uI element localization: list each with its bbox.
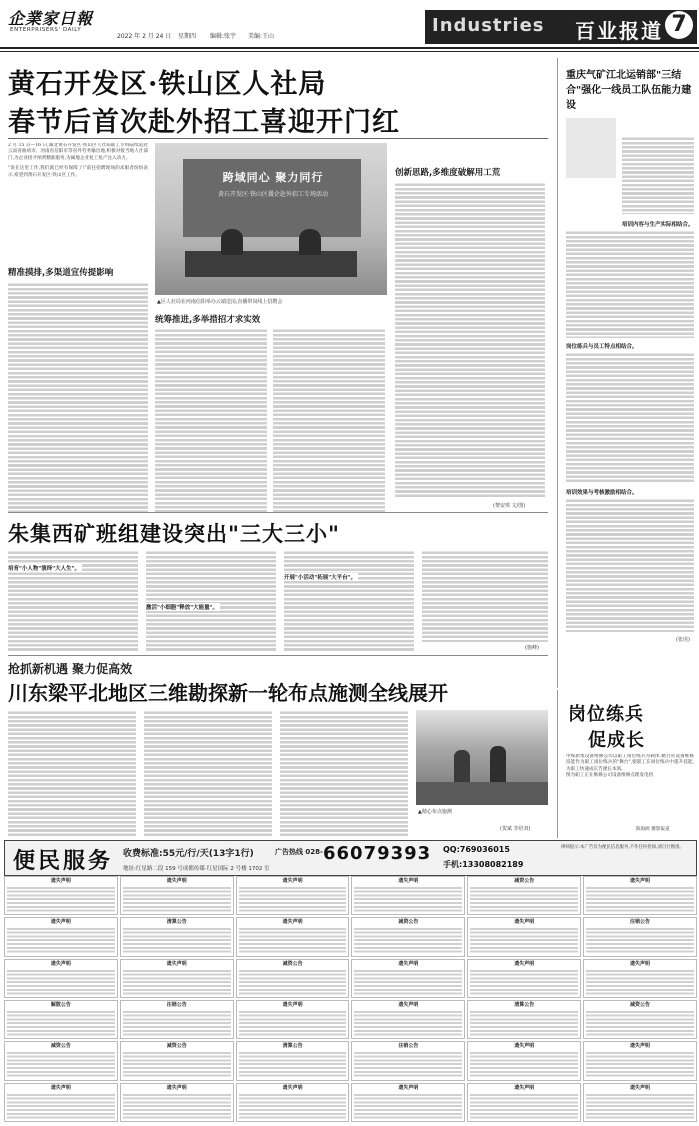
ad-heading: 遗失声明 bbox=[50, 960, 71, 967]
masthead-rule-thin bbox=[0, 51, 699, 52]
ad-heading: 遗失声明 bbox=[282, 1084, 303, 1091]
article3-photo bbox=[416, 710, 548, 805]
lead-body-col3 bbox=[273, 328, 385, 512]
classified-ad bbox=[583, 917, 697, 956]
sidebar-top bbox=[557, 58, 698, 688]
classifieds-column-2 bbox=[120, 876, 234, 1122]
classified-ad bbox=[236, 1083, 350, 1122]
ad-heading: 减资公告 bbox=[282, 960, 303, 967]
classifieds-notice: 律师提示:本广告仅为便民信息服务,不作任何担保,请自行甄别。 bbox=[561, 845, 684, 850]
article2-col3 bbox=[284, 550, 414, 652]
classified-ad bbox=[583, 1041, 697, 1080]
photo-desk bbox=[185, 251, 357, 277]
classified-ad bbox=[120, 1083, 234, 1122]
classified-ad bbox=[4, 1041, 118, 1080]
ad-heading: 遗失声明 bbox=[50, 878, 71, 884]
article3-photo-caption: ▲精心布点施测 bbox=[418, 809, 452, 815]
classified-ad bbox=[236, 1041, 350, 1080]
classifieds-hotline: 66079393 bbox=[323, 843, 432, 864]
ad-heading: 清算公告 bbox=[166, 919, 187, 926]
lead-intro-para: 2 月 15 日—16 日,湖北黄石开发区·铁山区人社局职工专班陆续赶赴云南省曲靖市、河南省信阳市等省外劳务输出地,积极对接当地人社部门,为企业招才纳贤精准服务,为属地企业复工复产注入动力。 bbox=[8, 143, 148, 161]
classified-ad bbox=[351, 917, 465, 956]
section-label-en: Industries bbox=[432, 15, 545, 36]
masthead bbox=[0, 0, 699, 56]
sidebar-subhead-2: 岗位练兵与员工特点相结合。 bbox=[566, 344, 638, 350]
article2-subhead-1: 培育"小人物"演绎"大人生"。 bbox=[8, 566, 80, 572]
classified-ad bbox=[236, 959, 350, 998]
ad-heading: 遗失声明 bbox=[514, 919, 535, 926]
article3-top-rule bbox=[8, 655, 548, 656]
ad-heading: 遗失声明 bbox=[282, 919, 303, 926]
classifieds-column-6 bbox=[583, 876, 697, 1122]
classifieds-title: 便民服务 bbox=[13, 849, 114, 874]
issue-weekday: 星期四 bbox=[178, 33, 197, 40]
lead-intro bbox=[8, 143, 148, 233]
classified-ad bbox=[120, 917, 234, 956]
classifieds-qq: QQ:769036015 bbox=[443, 845, 510, 854]
ad-heading: 遗失声明 bbox=[398, 878, 419, 884]
article2-subhead-3: 开展"小活动"拓展"大平台"。 bbox=[284, 575, 356, 581]
article3-title: 川东梁平北地区三维勘探新一轮布点施测全线展开 bbox=[8, 681, 448, 705]
lead-title-2: 春节后首次赴外招工喜迎开门红 bbox=[8, 107, 400, 138]
article3-byline: (贺斌 李培双) bbox=[500, 826, 531, 832]
article3-kicker: 抢抓新机遇 聚力促高效 bbox=[8, 662, 133, 676]
ad-heading: 遗失声明 bbox=[514, 1084, 535, 1091]
classifieds-column-5 bbox=[467, 876, 581, 1122]
lead-body-col4 bbox=[395, 182, 545, 498]
classifieds-address: 地址:红星路二段 159 号成都传媒·红星国际 2 号楼 1702 室 bbox=[123, 866, 270, 872]
classified-ad bbox=[583, 959, 697, 998]
classified-ad bbox=[467, 1083, 581, 1122]
ad-heading: 遗失声明 bbox=[630, 878, 651, 884]
photo-person-left bbox=[221, 229, 243, 255]
classifieds-header bbox=[4, 840, 697, 876]
photo-person-right bbox=[299, 229, 321, 255]
classifieds-phone: 手机:13308082189 bbox=[443, 860, 524, 869]
classifieds-grid bbox=[4, 876, 697, 1122]
article2-byline: (施峰) bbox=[525, 645, 539, 651]
page-number bbox=[665, 11, 693, 39]
sidebar-body-1 bbox=[622, 136, 694, 214]
masthead-rule bbox=[0, 47, 699, 49]
classified-ad bbox=[236, 876, 350, 915]
article2-top-rule bbox=[8, 512, 548, 513]
lead-body-col2 bbox=[155, 328, 267, 512]
classified-ad bbox=[236, 1000, 350, 1039]
ad-heading: 遗失声明 bbox=[282, 1001, 303, 1008]
ad-heading: 遗失声明 bbox=[398, 960, 419, 967]
promo-note-para: 图为职工正在维修公司设备维修点理发电机 bbox=[566, 773, 654, 779]
ad-heading: 减资公告 bbox=[398, 919, 419, 926]
ad-heading: 注销公告 bbox=[166, 1001, 187, 1008]
ad-heading: 解散公告 bbox=[50, 1001, 71, 1008]
issue-date: 2022 年 2 月 24 日 bbox=[117, 33, 172, 40]
section-label-cn: 百业报道 bbox=[575, 19, 663, 43]
classifieds-hotline-label: 广告热线 028- bbox=[275, 848, 323, 856]
classified-ad bbox=[583, 1083, 697, 1122]
classified-ad bbox=[351, 959, 465, 998]
promo-byline: 陈海鸥 摄影报道 bbox=[636, 827, 670, 832]
classified-ad bbox=[351, 1041, 465, 1080]
ad-heading: 遗失声明 bbox=[50, 919, 71, 926]
promo-title-2: 促成长 bbox=[588, 730, 645, 751]
sidebar-body-3 bbox=[566, 352, 694, 484]
lead-divider bbox=[8, 138, 548, 139]
classifieds-column-3 bbox=[236, 876, 350, 1122]
classified-ad bbox=[120, 1041, 234, 1080]
ad-heading: 注销公告 bbox=[398, 1043, 419, 1050]
sidebar-subhead-3: 培训效果与考核激励相结合。 bbox=[566, 490, 638, 496]
photo-worker-left bbox=[454, 750, 470, 784]
ad-heading: 遗失声明 bbox=[514, 1043, 535, 1050]
ad-heading: 遗失声明 bbox=[166, 878, 187, 884]
photo-banner-main: 跨域同心 聚力同行 bbox=[222, 171, 324, 184]
ad-heading: 遗失声明 bbox=[514, 960, 535, 967]
newspaper-logo-en: ENTERPRISERS' DAILY bbox=[10, 27, 82, 33]
sidebar-subhead-1: 培训内容与生产实际相结合。 bbox=[622, 222, 694, 228]
ad-heading: 注销公告 bbox=[630, 919, 651, 926]
photo-ground bbox=[416, 782, 548, 805]
article3-col1 bbox=[8, 710, 136, 836]
ad-heading: 遗失声明 bbox=[398, 1084, 419, 1091]
classified-ad bbox=[583, 1000, 697, 1039]
ad-heading: 遗失声明 bbox=[398, 1001, 419, 1008]
ad-heading: 减资公告 bbox=[50, 1043, 71, 1050]
classified-ad bbox=[467, 1000, 581, 1039]
lead-photo bbox=[155, 143, 387, 295]
classified-ad bbox=[120, 959, 234, 998]
promo-title-1: 岗位练兵 bbox=[568, 704, 644, 725]
ad-heading: 减资公告 bbox=[514, 878, 535, 884]
sidebar-body-2 bbox=[566, 230, 694, 338]
lead-quote-para: "说在这里工作,我们就已经有保障了!"前往招聘现场的求职者纷纷表示,希望到黄石开发区·铁山区工作。 bbox=[8, 166, 148, 178]
designer-credit: 美编:王山 bbox=[248, 33, 275, 40]
promo-text bbox=[566, 754, 694, 826]
classified-ad bbox=[236, 917, 350, 956]
ad-heading: 遗失声明 bbox=[630, 960, 651, 967]
article2-title: 朱集西矿班组建设突出"三大三小" bbox=[8, 521, 340, 546]
photo-banner-sub: 黄石开发区·铁山区援企赴外招工专场活动 bbox=[218, 191, 328, 198]
newspaper-logo: 企業家日報 bbox=[8, 9, 94, 28]
lead-body-col1 bbox=[8, 282, 148, 512]
classified-ad bbox=[120, 1000, 234, 1039]
lead-subhead-2: 统筹推进,多举措招才求实效 bbox=[155, 315, 261, 325]
lead-subhead-3: 创新思路,多维度破解用工荒 bbox=[395, 168, 501, 178]
photo-worker-right bbox=[490, 746, 506, 784]
ad-heading: 遗失声明 bbox=[282, 878, 303, 884]
article3-col2 bbox=[144, 710, 272, 836]
ad-heading: 减资公告 bbox=[166, 1043, 187, 1050]
ad-heading: 遗失声明 bbox=[166, 1084, 187, 1091]
promo-box bbox=[557, 690, 698, 838]
classified-ad bbox=[4, 959, 118, 998]
classified-ad bbox=[467, 876, 581, 915]
lead-title-1: 黄石开发区·铁山区人社局 bbox=[8, 69, 327, 100]
sidebar-body-4 bbox=[566, 498, 694, 632]
classified-ad bbox=[4, 876, 118, 915]
sidebar-title: 重庆气矿江北运销部"三结合"强化一线员工队伍能力建设 bbox=[566, 70, 692, 111]
classified-ad bbox=[351, 1083, 465, 1122]
lead-subhead-1: 精准摸排,多渠道宣传提影响 bbox=[8, 268, 114, 278]
lead-byline: (黎安琪 文/图) bbox=[493, 503, 526, 509]
article2-col2 bbox=[146, 550, 276, 652]
classifieds-column-4 bbox=[351, 876, 465, 1122]
classifieds-price: 收费标准:55元/行/天(13字1行) bbox=[123, 849, 254, 859]
ad-heading: 清算公告 bbox=[282, 1043, 303, 1050]
ad-heading: 遗失声明 bbox=[630, 1043, 651, 1050]
classified-ad bbox=[4, 1000, 118, 1039]
article2-col4 bbox=[422, 550, 548, 642]
ad-heading: 遗失声明 bbox=[630, 1084, 651, 1091]
sidebar-byline: (张虎) bbox=[676, 637, 690, 643]
classified-ad bbox=[467, 1041, 581, 1080]
lead-photo-caption: ▲区人社局在河南信阳举办云端送岗,直播带岗线上招聘会 bbox=[157, 299, 283, 305]
classified-ad bbox=[351, 876, 465, 915]
classified-ad bbox=[583, 876, 697, 915]
sidebar-photo-area bbox=[566, 118, 616, 178]
article3-col3 bbox=[280, 710, 408, 836]
ad-heading: 减资公告 bbox=[630, 1001, 651, 1008]
classified-ad bbox=[467, 917, 581, 956]
classified-ad bbox=[467, 959, 581, 998]
classifieds-column-1 bbox=[4, 876, 118, 1122]
article2-subhead-2: 激活"小细胞"释放"大能量"。 bbox=[146, 605, 218, 611]
editor-credit: 编辑:张宇 bbox=[210, 33, 237, 40]
promo-text-para: 中煤新集设备维修公司以职工岗位练兵为载体,精目常设备维修技能作为职工岗位练兵的"舞台",使职工在岗位练兵中提升技能,为职工快速成长告捷长本领。 bbox=[566, 754, 694, 772]
classified-ad bbox=[4, 917, 118, 956]
ad-heading: 遗失声明 bbox=[166, 960, 187, 967]
classified-ad bbox=[351, 1000, 465, 1039]
page-number-text: 7 bbox=[671, 12, 687, 37]
ad-heading: 遗失声明 bbox=[50, 1084, 71, 1091]
classified-ad bbox=[4, 1083, 118, 1122]
ad-heading: 清算公告 bbox=[514, 1001, 535, 1008]
classified-ad bbox=[120, 876, 234, 915]
